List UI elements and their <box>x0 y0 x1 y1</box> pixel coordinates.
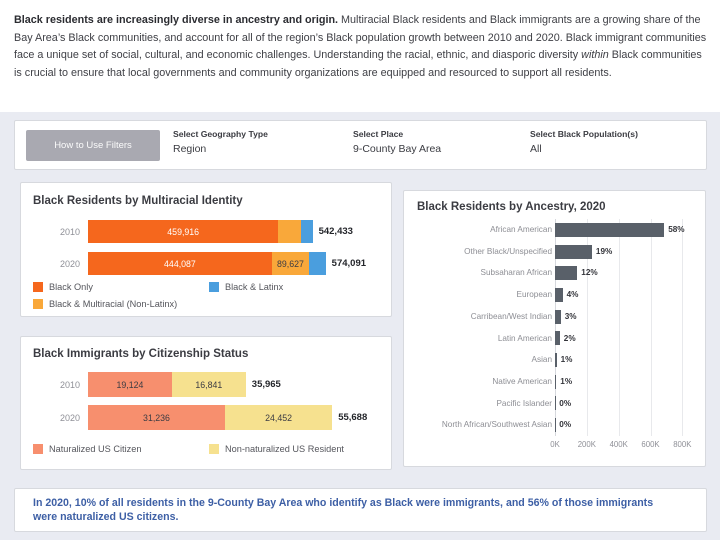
category-label: Asian <box>531 355 552 365</box>
legend-label: Naturalized US Citizen <box>49 443 142 454</box>
filter-bar <box>14 120 707 170</box>
category-label: European <box>516 290 552 300</box>
bar[interactable] <box>555 353 557 367</box>
callout-text: In 2020, 10% of all residents in the 9-County Bay Area who identify as Black were immigrants, and 56% of those immigrants were naturalized US citizens. <box>33 497 654 523</box>
filter-label: Select Geography Type <box>173 129 268 139</box>
year-label: 2010 <box>59 226 80 237</box>
bar[interactable] <box>555 331 560 345</box>
x-axis-tick-label: 800K <box>673 440 692 449</box>
bar-segment[interactable]: 16,841 <box>172 372 246 397</box>
bar-percent-label: 1% <box>560 376 573 386</box>
category-label: Carribean/West Indian <box>470 311 552 321</box>
intro-text-2: Black communities is crucial to ensure that local governments and community organizations are equipped and resourced to support all residents. <box>14 49 702 79</box>
how-to-use-filters-button[interactable]: How to Use Filters <box>26 130 160 161</box>
legend-item[interactable] <box>209 280 385 293</box>
gridline <box>651 219 652 436</box>
bar[interactable] <box>555 310 561 324</box>
legend-item[interactable] <box>33 280 209 293</box>
bar-segment[interactable]: 19,124 <box>88 372 172 397</box>
bar-percent-label: 1% <box>560 355 573 365</box>
x-axis-tick-label: 600K <box>641 440 660 449</box>
year-label: 2020 <box>59 258 80 269</box>
legend-swatch <box>33 282 43 292</box>
category-label: North African/Southwest Asian <box>441 420 552 430</box>
gridline <box>682 219 683 436</box>
category-label: Other Black/Unspecified <box>464 246 552 256</box>
bar-row <box>21 252 393 275</box>
bar-percent-label: 3% <box>564 311 577 321</box>
filter-black-population <box>530 129 638 155</box>
bar-percent-label: 58% <box>668 225 685 234</box>
category-label: Native American <box>492 376 552 386</box>
multiracial-identity-chart-card <box>20 182 392 317</box>
legend-label: Black & Multiracial (Non-Latinx) <box>49 298 178 309</box>
filter-value-dropdown[interactable]: All <box>530 143 542 155</box>
multiracial-chart-rows <box>21 220 393 284</box>
stacked-bar <box>88 252 326 275</box>
chart-title: Black Immigrants by Citizenship Status <box>33 348 249 360</box>
legend-label: Non-naturalized US Resident <box>225 443 344 454</box>
bar-segment[interactable] <box>301 220 313 243</box>
category-label: Latin American <box>497 333 552 343</box>
bar-segment[interactable]: 444,087 <box>88 252 272 275</box>
legend-item[interactable] <box>33 442 209 455</box>
x-axis-tick-label: 400K <box>609 440 628 449</box>
bar[interactable] <box>555 375 556 389</box>
legend-label: Black & Latinx <box>225 281 284 292</box>
bar-percent-label: 12% <box>581 268 598 278</box>
intro-text-1: Multiracial Black residents and Black immigrants are a growing share of the Bay Area’s Black communities, and account for all of the region’s Black population growth between 2010 and 2020. Black immigrant communities face a unique set of social, cultural, and economic challenges. Understanding the racial, ethnic, and diasporic diversity <box>14 14 707 62</box>
bar-total-label: 55,688 <box>338 412 368 423</box>
bar-row <box>21 372 393 397</box>
bar-segment[interactable] <box>278 220 300 243</box>
callout-card <box>14 488 707 532</box>
bar[interactable] <box>555 266 577 280</box>
bar-percent-label: 19% <box>595 246 613 256</box>
filter-place <box>353 129 441 155</box>
legend-swatch <box>33 299 43 309</box>
bar-row <box>21 220 393 243</box>
bar-percent-label: 2% <box>563 333 576 343</box>
filter-label: Select Black Population(s) <box>530 129 638 139</box>
legend-swatch <box>209 282 219 292</box>
filter-geography-type <box>173 129 268 155</box>
bar-percent-label: 0% <box>559 398 572 408</box>
intro-italic-word: within <box>581 49 609 62</box>
stacked-bar <box>88 220 313 243</box>
category-label: Pacific Islander <box>496 398 552 408</box>
intro-paragraph <box>14 12 708 82</box>
ancestry-chart-card <box>403 190 706 467</box>
legend-item[interactable] <box>209 442 344 455</box>
bar-segment[interactable] <box>309 252 326 275</box>
filter-value-dropdown[interactable]: 9-County Bay Area <box>353 143 442 155</box>
bar[interactable] <box>555 223 664 237</box>
filter-label: Select Place <box>353 129 404 139</box>
citizenship-chart-legend <box>33 442 385 459</box>
multiracial-chart-legend <box>33 280 385 314</box>
bar-segment[interactable]: 24,452 <box>225 405 332 430</box>
bar-total-label: 35,965 <box>251 379 281 390</box>
legend-swatch <box>33 444 43 454</box>
bar-total-label: 574,091 <box>331 258 367 269</box>
year-label: 2010 <box>59 379 80 390</box>
citizenship-chart-rows <box>21 372 393 438</box>
bar-segment[interactable]: 31,236 <box>88 405 225 430</box>
category-label: African American <box>490 225 552 234</box>
bar-percent-label: 0% <box>559 420 572 430</box>
bar-segment[interactable]: 459,916 <box>88 220 278 243</box>
category-label: Subsaharan African <box>480 268 552 278</box>
x-axis-tick-label: 0K <box>550 440 560 449</box>
intro-section <box>0 0 720 112</box>
bar-row <box>21 405 393 430</box>
bar-percent-label: 4% <box>566 290 579 300</box>
stacked-bar <box>88 372 246 397</box>
chart-title: Black Residents by Ancestry, 2020 <box>417 201 606 213</box>
x-axis-tick-label: 200K <box>577 440 596 449</box>
gridline <box>619 219 620 436</box>
bar-segment[interactable]: 89,627 <box>272 252 309 275</box>
ancestry-chart-plot <box>416 219 699 459</box>
legend-label: Black Only <box>49 281 93 292</box>
legend-swatch <box>209 444 219 454</box>
intro-bold-text: Black residents are increasingly diverse in ancestry and origin. <box>14 14 339 26</box>
stacked-bar <box>88 405 332 430</box>
bar-total-label: 542,433 <box>318 226 353 237</box>
legend-item[interactable] <box>33 297 177 310</box>
chart-title: Black Residents by Multiracial Identity <box>33 195 243 207</box>
filter-value-dropdown[interactable]: Region <box>173 143 207 155</box>
bar[interactable] <box>555 288 563 302</box>
bar[interactable] <box>555 245 592 259</box>
year-label: 2020 <box>59 412 80 423</box>
citizenship-status-chart-card <box>20 336 392 470</box>
